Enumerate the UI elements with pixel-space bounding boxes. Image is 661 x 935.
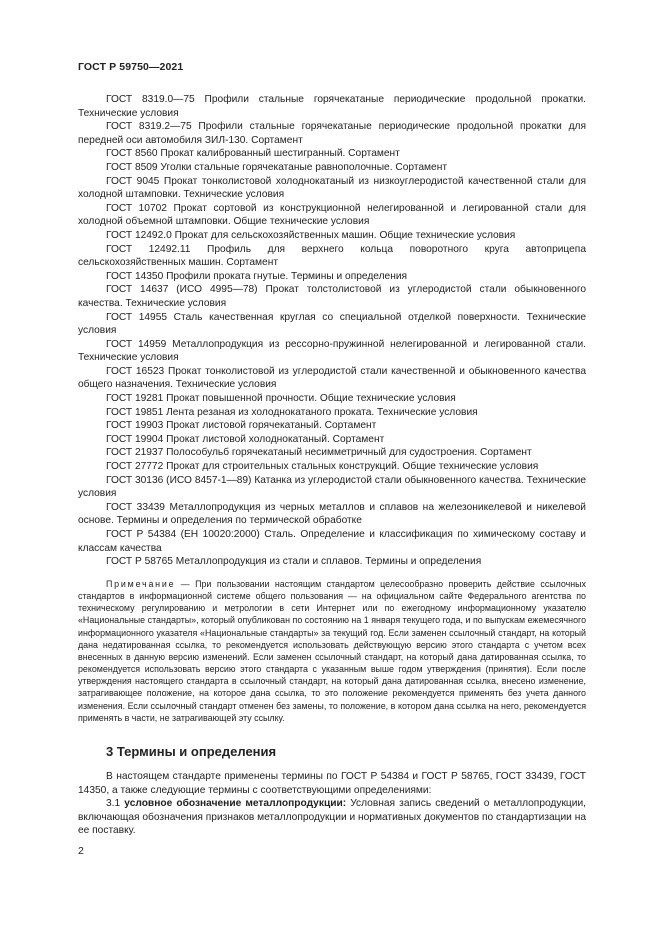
reference-item: ГОСТ 14959 Металлопродукция из рессорно-пружинной нелегированной и легированной стали. Технические условия <box>78 338 586 364</box>
term-def: Условная запись сведений о металлопродукции, включающая обозначения признаков металлопродукции и нормативных документов по стандартизации на ее поставку. <box>78 798 586 837</box>
reference-item: ГОСТ 14637 (ИСО 4995—78) Прокат толстолистовой из углеродистой стали обыкновенного качества. Технические условия <box>78 284 586 309</box>
reference-item: ГОСТ 19281 Прокат повышенной прочности. Общие технические условия <box>106 393 456 405</box>
reference-item: ГОСТ 12492.0 Прокат для сельскохозяйственных машин. Общие технические условия <box>106 229 516 241</box>
reference-item: ГОСТ 9045 Прокат тонколистовой холоднокатаный из низкоуглеродистой качественной стали для холодной штамповки. Технические условия <box>78 175 586 201</box>
references-note <box>78 578 586 724</box>
note-text: — При пользовании настоящим стандартом целесообразно проверить действие ссылочных стандартов в информационной системе общего пользования — на официальном сайте Федерального агентства по техническому регулированию и метрологии в сети Интернет или по ежегодному информационному указателю «Национальные стандарты», который опубликован по состоянию на 1 января текущего года, и по выпускам ежемесячного информационного указателя «Национальные стандарты» за текущий год. Если заменен ссылочный стандарт, на который дана недатированная ссылка, то рекомендуется использовать действующую версию этого стандарта с учетом всех внесенных в данную версию изменений. Если заменен ссылочный стандарт, на который дана датированная ссылка, то рекомендуется использовать версию этого стандарта с указанным выше годом утверждения (принятия). Если после утверждения настоящего стандарта в ссылочный стандарт, на который дана датированная ссылка, внесено изменение, затрагивающее положение, на которое дана ссылка, то это положение рекомендуется применять без учета данного изменения. Если ссылочный стандарт отменен без замены, то положение, в котором дана ссылка на него, рекомендуется применять в части, не затрагивающей эту ссылку. <box>78 579 586 723</box>
reference-item: ГОСТ 19851 Лента резаная из холоднокатаного проката. Технические условия <box>106 406 478 418</box>
reference-item: ГОСТ 21937 Полособульб горячекатаный несимметричный для судостроения. Сортамент <box>106 447 532 459</box>
reference-item: ГОСТ 14350 Профили проката гнутые. Термины и определения <box>106 270 408 282</box>
section-intro: В настоящем стандарте применены термины по ГОСТ Р 54384 и ГОСТ Р 58765, ГОСТ 33439, ГОСТ 14350, а также следующие термины с соответствующими определениями: <box>78 771 586 796</box>
note-paragraph <box>78 578 586 724</box>
term-definition <box>78 797 586 838</box>
reference-item: ГОСТ Р 54384 (ЕН 10020:2000) Сталь. Определение и классификация по химическому составу и классам качества <box>78 529 586 554</box>
page-number: 2 <box>78 845 84 857</box>
reference-item: ГОСТ 10702 Прокат сортовой из конструкционной нелегированной и легированной стали для холодной объемной штамповки. Общие технические условия <box>78 202 586 228</box>
reference-item: ГОСТ 16523 Прокат тонколистовой из углеродистой стали качественной и обыкновенного качества общего назначения. Технические условия <box>78 365 586 391</box>
reference-item: ГОСТ 12492.11 Профиль для верхнего кольца поворотного круга автоприцепа сельскохозяйственных машин. Сортамент <box>78 243 586 269</box>
reference-item: ГОСТ 8319.0—75 Профили стальные горячекатаные периодические продольной прокатки. Технические условия <box>78 94 586 119</box>
document-header: ГОСТ Р 59750—2021 <box>78 61 184 73</box>
note-label: Примечание <box>106 579 176 589</box>
reference-item: ГОСТ 33439 Металлопродукция из черных металлов и сплавов на железоникелевой и никелевой основе. Термины и определения по термической обработке <box>78 501 586 527</box>
reference-item: ГОСТ 19903 Прокат листовой горячекатаный. Сортамент <box>106 420 377 432</box>
reference-item: ГОСТ 30136 (ИСО 8457-1—89) Катанка из углеродистой стали обыкновенного качества. Технические условия <box>78 474 586 500</box>
reference-item: ГОСТ 14955 Сталь качественная круглая со специальной отделкой поверхности. Технические условия <box>78 311 586 337</box>
reference-item: ГОСТ 8509 Уголки стальные горячекатаные равнополочные. Сортамент <box>106 161 448 173</box>
term-number: 3.1 <box>106 798 121 810</box>
normative-references-list <box>78 93 586 569</box>
reference-item: ГОСТ 8560 Прокат калиброванный шестигранный. Сортамент <box>106 148 400 160</box>
reference-item: ГОСТ 19904 Прокат листовой холоднокатаный. Сортамент <box>106 433 385 445</box>
reference-item: ГОСТ 8319.2—75 Профили стальные горячекатаные периодические продольной прокатки для передней оси автомобиля ЗИЛ-130. Сортамент <box>78 121 586 146</box>
reference-item: ГОСТ Р 58765 Металлопродукция из стали и сплавов. Термины и определения <box>106 556 482 568</box>
section-body <box>78 770 586 838</box>
term-name: условное обозначение металлопродукции: <box>124 798 347 810</box>
section-heading: 3 Термины и определения <box>106 744 277 759</box>
reference-item: ГОСТ 27772 Прокат для строительных стальных конструкций. Общие технические условия <box>106 461 539 473</box>
